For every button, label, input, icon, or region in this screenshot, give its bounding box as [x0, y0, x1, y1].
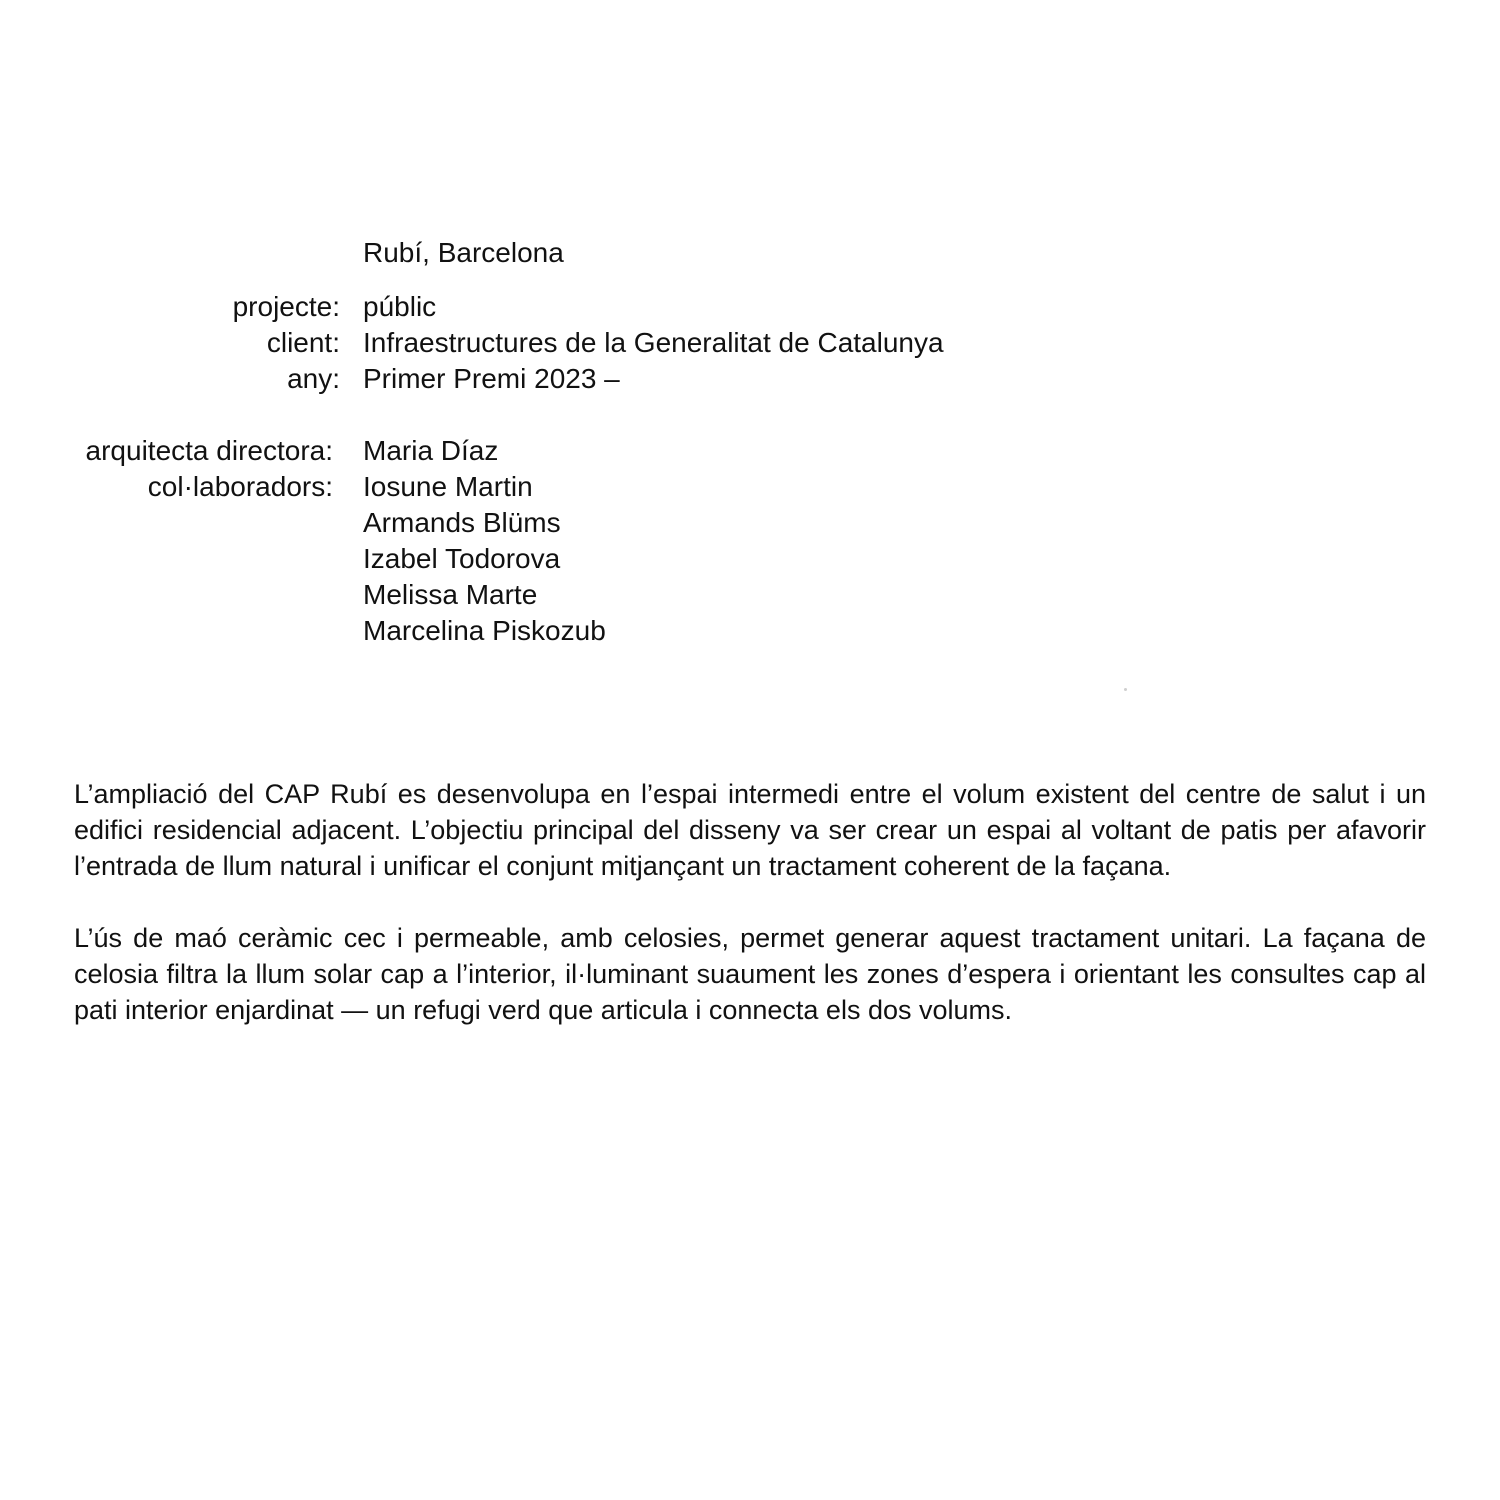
info-value: Infraestructures de la Generalitat de Catalunya — [363, 327, 944, 358]
info-label: client: — [266, 327, 340, 358]
collaborator-name: Armands Blüms — [363, 507, 561, 538]
team-row-collaborator — [0, 577, 1500, 613]
collaborator-name: Melissa Marte — [363, 579, 538, 610]
description-paragraph: L’ús de maó ceràmic cec i permeable, amb celosies, permet generar aquest tractament unitari. La façana de celosia filtra la llum solar cap a l’interior, il·luminant suaument les zones d’espera i orientant les consultes cap al pati interior enjardinat — un refugi verd que articula i connecta els dos volums. — [74, 923, 1426, 1025]
collaborators-label: col·laboradors: — [147, 471, 333, 502]
info-value: públic — [363, 291, 437, 322]
collaborator-name: Marcelina Piskozub — [363, 615, 606, 646]
director-name: Maria Díaz — [363, 435, 499, 466]
info-label: any: — [287, 363, 340, 394]
project-location: Rubí, Barcelona — [363, 237, 564, 268]
description-paragraph: L’ampliació del CAP Rubí es desenvolupa en l’espai intermedi entre el volum existent del centre de salut i un edifici residencial adjacent. L’objectiu principal del disseny va ser crear un espai al voltant de patis per afavorir l’entrada de llum natural i unificar el conjunt mitjançant un tractament coherent de la façana. — [74, 779, 1426, 881]
info-value: Primer Premi 2023 – — [363, 363, 620, 394]
director-label: arquitecta directora: — [85, 435, 333, 466]
team-row-collaborator — [0, 505, 1500, 541]
info-row-projecte — [0, 289, 1500, 325]
team-row-collaborator — [0, 541, 1500, 577]
info-row-client — [0, 325, 1500, 361]
collaborator-name: Izabel Todorova — [363, 543, 561, 574]
team-row-collaborators — [0, 469, 1500, 505]
collaborator-name: Iosune Martin — [363, 471, 533, 502]
team-row-director — [0, 433, 1500, 469]
stray-mark — [1124, 688, 1127, 691]
info-label: projecte: — [232, 291, 340, 322]
team-row-collaborator — [0, 613, 1500, 649]
info-row-any — [0, 361, 1500, 397]
